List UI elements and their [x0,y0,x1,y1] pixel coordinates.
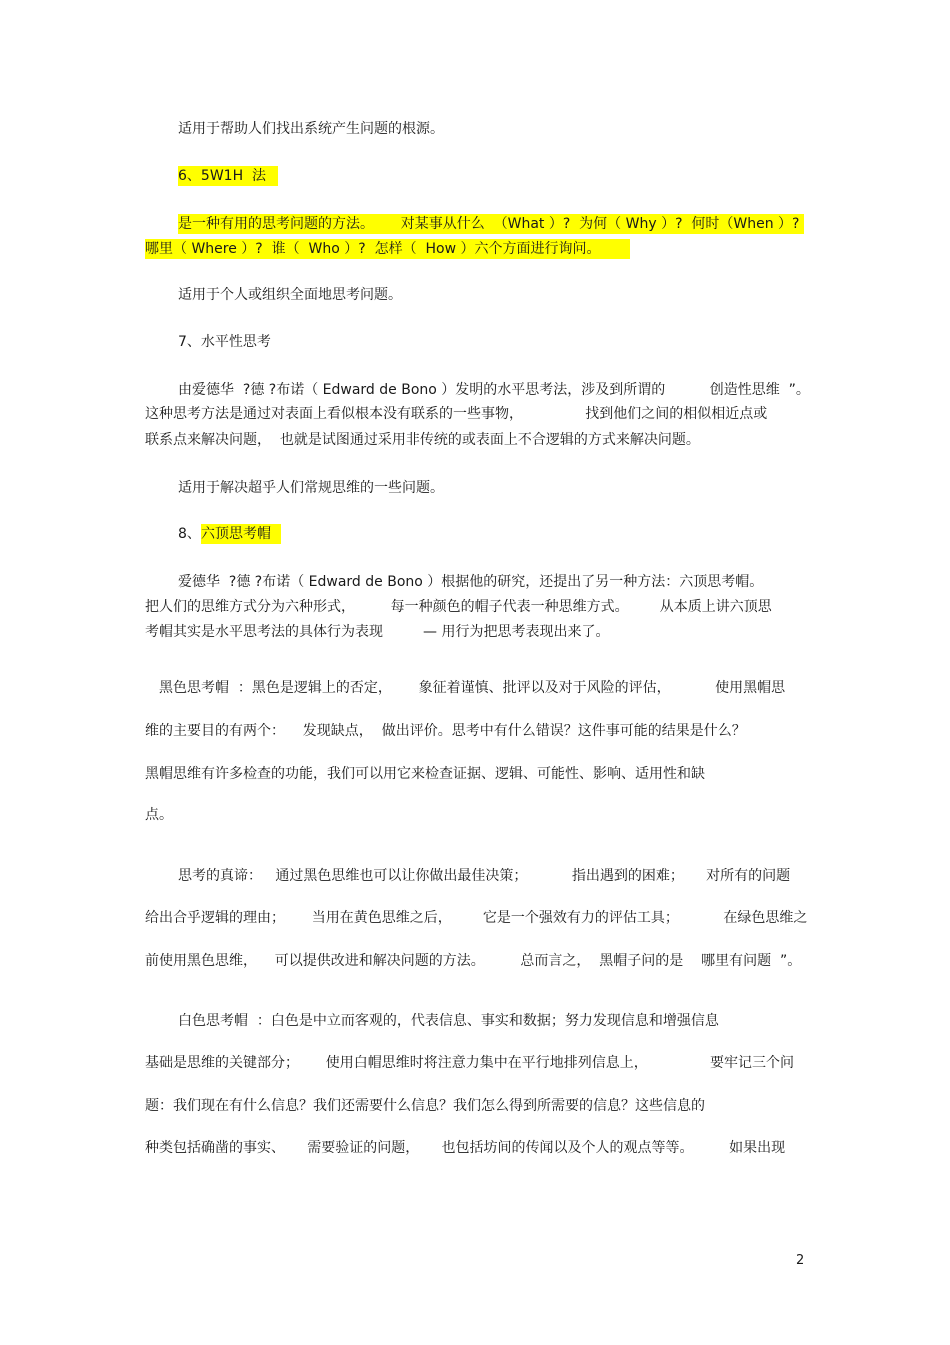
text-line: 联系点来解决问题， 也就是试图通过采用非传统的或表面上不合逻辑的方式来解决问题。 [145,432,700,448]
heading-six-hats: 六顶思考帽 [201,524,281,544]
text-line: 爱德华 ?德 ?布诺（ Edward de Bono ）根据他的研究，还提出了另一种方法：六顶思考帽。 [178,574,764,590]
text-line: 思考的真谛： 通过黑色思维也可以让你做出最佳决策； 指出遇到的困难； 对所有的问题 [178,868,791,884]
text-line-highlighted: 哪里（ Where ）? 谁（ Who ）? 怎样（ How ）六个方面进行询问。 [145,239,630,259]
page-number: 2 [796,1253,805,1268]
text-line-highlighted: 是一种有用的思考问题的方法。 对某事从什么 （What ）? 为何（ Why ）? 何时（When ）? [178,214,804,234]
heading-5w1h: 6、5W1H 法 [178,166,278,186]
text-line: 题：我们现在有什么信息？我们还需要什么信息？我们怎么得到所需要的信息？这些信息的 [145,1098,705,1114]
text-line: 适用于个人或组织全面地思考问题。 [178,287,402,303]
text-line: 种类包括确凿的事实、 需要验证的问题， 也包括坊间的传闻以及个人的观点等等。 如果出现 [145,1140,786,1156]
text-line: 适用于帮助人们找出系统产生问题的根源。 [178,121,444,137]
text-line: 黑色思考帽 ：黑色是逻辑上的否定， 象征着谨慎、批评以及对于风险的评估， 使用黑帽思 [159,680,786,696]
text-line: 由爱德华 ?德 ?布诺（ Edward de Bono ）发明的水平思考法，涉及到所谓的 创造性思维 ”。 [178,382,810,398]
text-line: 点。 [145,807,173,823]
text-line: 适用于解决超乎人们常规思维的一些问题。 [178,480,444,496]
heading-number: 8、 [178,526,201,542]
text-line: 白色思考帽 ：白色是中立而客观的，代表信息、事实和数据；努力发现信息和增强信息 [178,1013,719,1029]
text-line: 给出合乎逻辑的理由； 当用在黄色思维之后， 它是一个强效有力的评估工具； 在绿色思维之 [145,910,808,926]
heading-lateral-thinking: 7、水平性思考 [178,334,271,350]
text-line: 黑帽思维有许多检查的功能，我们可以用它来检查证据、逻辑、可能性、影响、适用性和缺 [145,766,705,782]
text-line: 考帽其实是水平思考法的具体行为表现 — 用行为把思考表现出来了。 [145,624,610,640]
text-line: 前使用黑色思维， 可以提供改进和解决问题的方法。 总而言之， 黑帽子问的是 哪里有问题 ”。 [145,953,802,969]
text-line: 基础是思维的关键部分； 使用白帽思维时将注意力集中在平行地排列信息上， 要牢记三个问 [145,1055,795,1071]
text-line: 这种思考方法是通过对表面上看似根本没有联系的一些事物， 找到他们之间的相似相近点或 [145,406,768,422]
text-line: 维的主要目的有两个： 发现缺点， 做出评价。思考中有什么错误？这件事可能的结果是什么？ [145,723,746,739]
text-line: 把人们的思维方式分为六种形式， 每一种颜色的帽子代表一种思维方式。 从本质上讲六顶思 [145,599,772,615]
